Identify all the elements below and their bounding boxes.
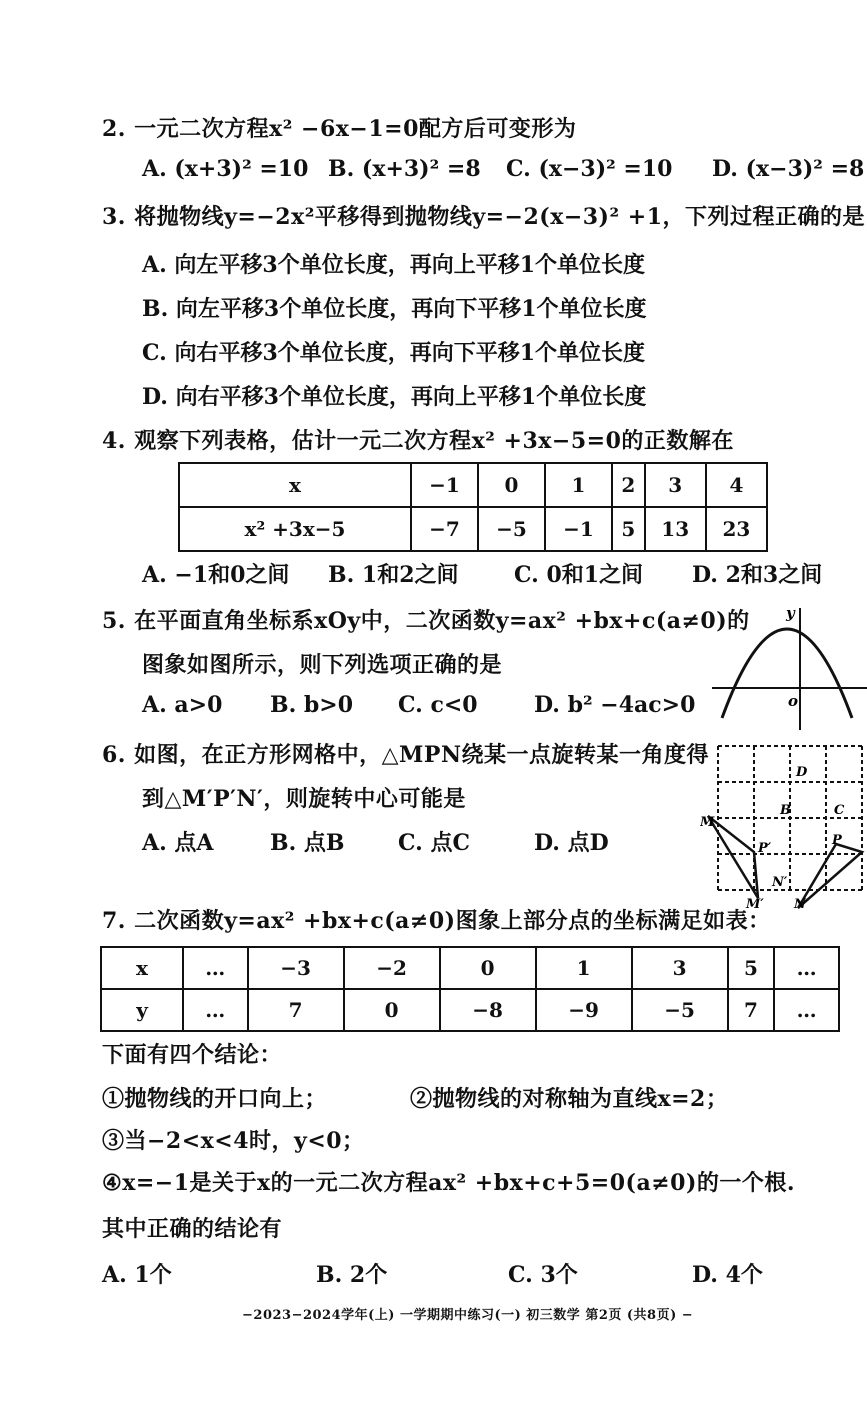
table-cell: −7 xyxy=(411,507,478,551)
y-axis-label: y xyxy=(786,604,795,622)
point-p-label: P xyxy=(832,833,842,848)
q2-stem: 2. 一元二次方程x² −6x−1=0配方后可变形为 xyxy=(102,116,577,142)
q7-table xyxy=(100,946,840,1032)
table-cell: … xyxy=(774,989,839,1031)
table-cell: 13 xyxy=(645,507,706,551)
q7-conclusion-3: ③当−2<x<4时，y<0； xyxy=(102,1128,365,1154)
table-cell: 0 xyxy=(344,989,440,1031)
table-cell: 5 xyxy=(612,507,645,551)
table-cell: −2 xyxy=(344,947,440,989)
q5-option-d: D. b² −4ac>0 xyxy=(534,692,696,718)
q7-conclusion-1: ①抛物线的开口向上； xyxy=(102,1086,328,1112)
table-cell: −9 xyxy=(536,989,632,1031)
q5-stem-2: 图象如图所示，则下列选项正确的是 xyxy=(142,652,503,678)
q3-option-b: B. 向左平移3个单位长度，再向下平移1个单位长度 xyxy=(142,296,647,322)
q6-grid-figure xyxy=(700,740,867,910)
q4-stem: 4. 观察下列表格，估计一元二次方程x² +3x−5=0的正数解在 xyxy=(102,428,734,454)
q2-option-d: D. (x−3)² =8 xyxy=(712,156,865,182)
table-cell: 0 xyxy=(440,947,536,989)
page-footer: −2023−2024学年(上) 一学期期中练习(一) 初三数学 第2页 (共8页) − xyxy=(242,1308,694,1323)
q2-option-a: A. (x+3)² =10 xyxy=(142,156,309,182)
table-cell: 1 xyxy=(545,463,612,507)
table-cell: … xyxy=(183,947,248,989)
origin-label: o xyxy=(788,692,799,710)
q3-option-d: D. 向右平移3个单位长度，再向上平移1个单位长度 xyxy=(142,384,647,410)
point-c-label: C xyxy=(834,803,845,818)
point-n-prime-label: N′ xyxy=(772,875,788,890)
table-cell: −5 xyxy=(478,507,545,551)
table-cell: −5 xyxy=(632,989,728,1031)
q6-option-c: C. 点C xyxy=(398,830,470,856)
point-n-label: N xyxy=(794,897,806,910)
q6-option-b: B. 点B xyxy=(270,830,345,856)
q7-stem: 7. 二次函数y=ax² +bx+c(a≠0)图象上部分点的坐标满足如表： xyxy=(102,908,771,934)
table-cell: x xyxy=(101,947,183,989)
q7-option-a: A. 1个 xyxy=(102,1262,172,1288)
q6-option-a: A. 点A xyxy=(142,830,214,856)
q4-option-b: B. 1和2之间 xyxy=(328,562,459,588)
q7-table-row-x xyxy=(101,947,839,989)
table-cell: −3 xyxy=(248,947,344,989)
q7-conclusion-2: ②抛物线的对称轴为直线x=2； xyxy=(410,1086,729,1112)
table-cell: … xyxy=(774,947,839,989)
table-cell: … xyxy=(183,989,248,1031)
table-cell: 7 xyxy=(248,989,344,1031)
parabola-curve xyxy=(722,629,852,718)
table-cell: 4 xyxy=(706,463,767,507)
q7-intro: 下面有四个结论： xyxy=(102,1042,283,1068)
q3-option-a: A. 向左平移3个单位长度，再向上平移1个单位长度 xyxy=(142,252,646,278)
q4-table-row-expr xyxy=(179,507,767,551)
table-cell: −8 xyxy=(440,989,536,1031)
q5-option-c: C. c<0 xyxy=(398,692,478,718)
point-p-prime-label: P′ xyxy=(758,841,772,856)
table-cell: 0 xyxy=(478,463,545,507)
q7-table-row-y xyxy=(101,989,839,1031)
q4-option-c: C. 0和1之间 xyxy=(514,562,644,588)
q2-option-b: B. (x+3)² =8 xyxy=(328,156,481,182)
table-cell: −1 xyxy=(411,463,478,507)
q7-ask: 其中正确的结论有 xyxy=(102,1216,283,1242)
table-cell: 5 xyxy=(728,947,775,989)
q4-option-d: D. 2和3之间 xyxy=(692,562,823,588)
q4-table xyxy=(178,462,768,552)
point-b-label: B xyxy=(780,803,791,818)
q6-stem: 6. 如图，在正方形网格中，△MPN绕某一点旋转某一角度得 xyxy=(102,742,710,768)
q5-parabola-figure xyxy=(712,600,867,730)
triangle-m-p-n-prime xyxy=(708,816,758,898)
q4-option-a: A. −1和0之间 xyxy=(142,562,290,588)
q7-option-c: C. 3个 xyxy=(508,1262,578,1288)
q5-option-b: B. b>0 xyxy=(270,692,354,718)
table-cell: 23 xyxy=(706,507,767,551)
table-cell: 3 xyxy=(632,947,728,989)
table-cell: x xyxy=(179,463,411,507)
q7-option-b: B. 2个 xyxy=(316,1262,388,1288)
table-cell: 3 xyxy=(645,463,706,507)
q3-option-c: C. 向右平移3个单位长度，再向下平移1个单位长度 xyxy=(142,340,646,366)
q6-option-d: D. 点D xyxy=(534,830,609,856)
point-d-label: D xyxy=(796,765,808,780)
table-cell: 2 xyxy=(612,463,645,507)
q5-option-a: A. a>0 xyxy=(142,692,223,718)
point-m-label: M xyxy=(700,815,715,830)
q7-conclusion-4: ④x=−1是关于x的一元二次方程ax² +bx+c+5=0(a≠0)的一个根. xyxy=(102,1170,796,1196)
table-cell: 7 xyxy=(728,989,775,1031)
table-cell: x² +3x−5 xyxy=(179,507,411,551)
table-cell: 1 xyxy=(536,947,632,989)
q5-stem: 5. 在平面直角坐标系xOy中，二次函数y=ax² +bx+c(a≠0)的 xyxy=(102,608,750,634)
table-cell: y xyxy=(101,989,183,1031)
point-m-prime-label: M′ xyxy=(746,897,764,910)
q6-stem-2: 到△M′P′N′，则旋转中心可能是 xyxy=(142,786,466,812)
q2-option-c: C. (x−3)² =10 xyxy=(506,156,673,182)
table-cell: −1 xyxy=(545,507,612,551)
q4-table-row-x xyxy=(179,463,767,507)
q3-stem: 3. 将抛物线y=−2x²平移得到抛物线y=−2(x−3)² +1，下列过程正确的是 xyxy=(102,204,866,230)
q7-option-d: D. 4个 xyxy=(692,1262,763,1288)
